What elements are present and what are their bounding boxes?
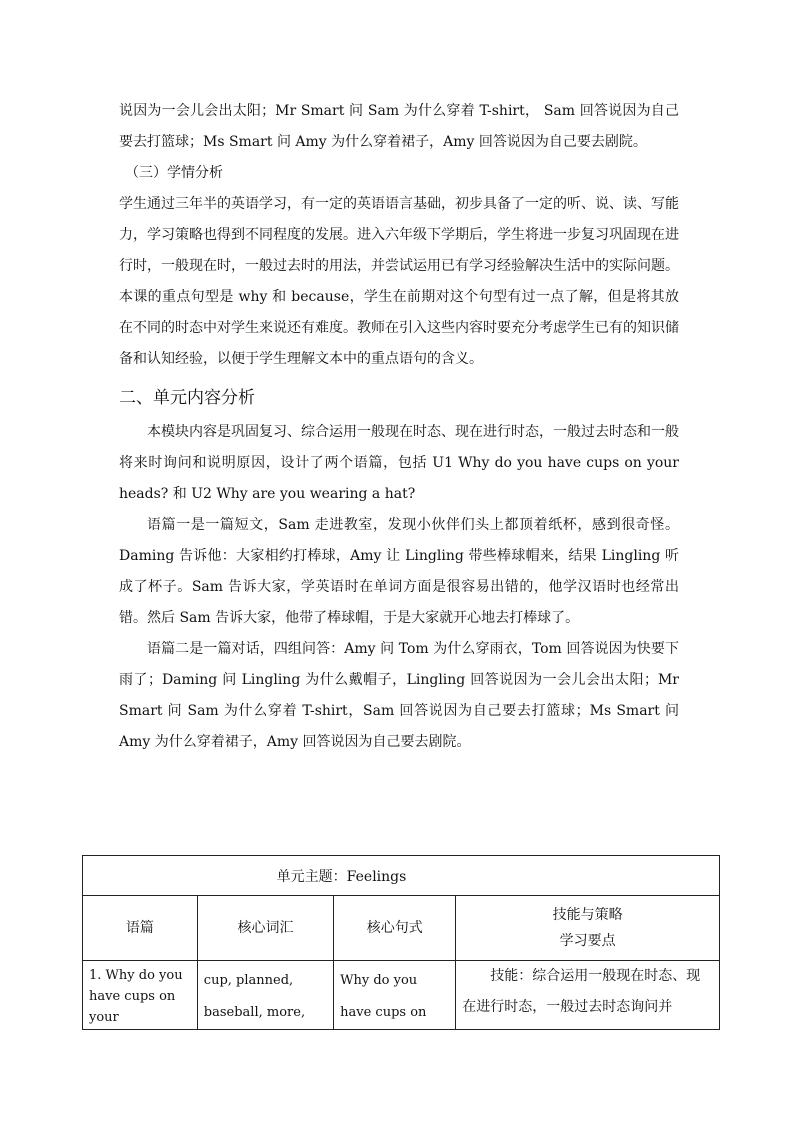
row1-skills: 技能：综合运用一般现在时态、现在进行时态，一般过去时态询问并 bbox=[456, 961, 720, 1030]
unit-overview-paragraph: 本模块内容是巩固复习、综合运用一般现在时态、现在进行时态，一般过去时态和一般将来时询问和说明原因，设计了两个语篇，包括 U1 Why do you have cups on your heads? 和 U2 Why are you wearing a hat? bbox=[119, 424, 679, 502]
intro-continuation-paragraph: 说因为一会儿会出太阳；Mr Smart 问 Sam 为什么穿着 T-shirt， Sam 回答说因为自己要去打篮球；Ms Smart 问 Amy 为什么穿着裙子，Amy 回答说因为自己要去剧院。 bbox=[119, 103, 679, 150]
header-text: 语篇 bbox=[83, 896, 198, 961]
document-body bbox=[119, 96, 679, 758]
row1-vocab: cup, planned, baseball, more, bbox=[197, 961, 333, 1030]
header-skills-line2: 学习要点 bbox=[559, 933, 616, 949]
header-sentence: 核心句式 bbox=[334, 896, 456, 961]
table-theme-row bbox=[83, 856, 720, 896]
text-two-paragraph: 语篇二是一篇对话，四组问答：Amy 问 Tom 为什么穿雨衣，Tom 回答说因为快要下雨了；Daming 问 Lingling 为什么戴帽子，Lingling 回答说因为一会儿会出太阳；Mr Smart 问 Sam 为什么穿着 T-shirt，Sam 回答说因为自己要去打篮球；Ms Smart 问 Amy 为什么穿着裙子，Amy 回答说因为自己要去剧院。 bbox=[119, 641, 679, 750]
unit-table bbox=[82, 855, 720, 1030]
header-vocab: 核心词汇 bbox=[197, 896, 333, 961]
table-row bbox=[83, 961, 720, 1030]
table-header-row bbox=[83, 896, 720, 961]
text-one-paragraph: 语篇一是一篇短文，Sam 走进教室，发现小伙伴们头上都顶着纸杯，感到很奇怪。Daming 告诉他：大家相约打棒球，Amy 让 Lingling 带些棒球帽来，结果 Lingling 听成了杯子。Sam 告诉大家，学英语时在单词方面是很容易出错的，他学汉语时也经常出错。然后 Sam 告诉大家，他带了棒球帽，于是大家就开心地去打棒球了。 bbox=[119, 517, 679, 626]
unit-analysis-heading: 二、单元内容分析 bbox=[119, 388, 255, 408]
unit-theme-cell: 单元主题：Feelings bbox=[83, 856, 720, 896]
row1-sentence: Why do you have cups on bbox=[334, 961, 456, 1030]
header-skills bbox=[456, 896, 720, 961]
header-skills-line1: 技能与策略 bbox=[552, 907, 623, 923]
learner-analysis-paragraph: 学生通过三年半的英语学习，有一定的英语语言基础，初步具备了一定的听、说、读、写能力，学习策略也得到不同程度的发展。进入六年级下学期后，学生将进一步复习巩固现在进行时，一般现在时，一般过去时的用法，并尝试运用已有学习经验解决生活中的实际问题。本课的重点句型是 why 和 because，学生在前期对这个句型有过一点了解，但是将其放在不同的时态中对学生来说还有难度。教师在引入这些内容时要充分考虑学生已有的知识储备和认知经验，以便于学生理解文本中的重点语句的含义。 bbox=[119, 196, 679, 367]
learner-analysis-heading: （三）学情分析 bbox=[125, 165, 223, 181]
row1-text: 1. Why do you have cups on your bbox=[83, 961, 198, 1030]
